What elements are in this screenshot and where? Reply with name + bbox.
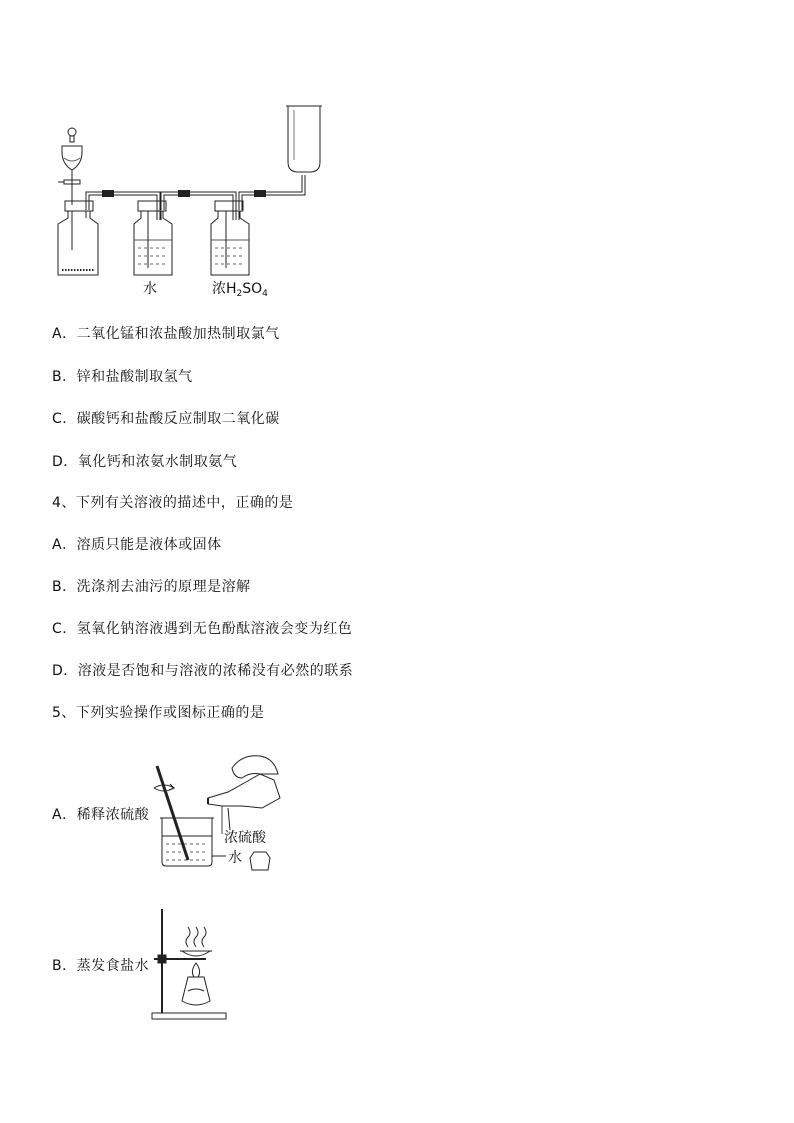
q3-option-c: C．碳酸钙和盐酸反应制取二氧化碳 <box>52 411 280 427</box>
q4-option-a: A．溶质只能是液体或固体 <box>52 537 222 553</box>
dilute-acid-diagram <box>150 748 282 876</box>
gas-apparatus-diagram <box>50 100 340 300</box>
q4-option-b: B．洗涤剂去油污的原理是溶解 <box>52 579 251 595</box>
q4-option-c: C．氢氧化钠溶液遇到无色酚酞溶液会变为红色 <box>52 621 353 637</box>
q3-option-a: A．二氧化锰和浓盐酸加热制取氯气 <box>52 326 280 342</box>
q4-stem: 4、下列有关溶液的描述中，正确的是 <box>52 495 294 511</box>
q5-option-b-label: B．蒸发食盐水 <box>52 958 150 974</box>
q4-option-d: D．溶液是否饱和与溶液的浓稀没有必然的联系 <box>52 663 354 679</box>
q3-option-d: D．氧化钙和浓氨水制取氨气 <box>52 454 238 470</box>
acid-bottle-label: 浓硫酸 <box>224 830 266 846</box>
acid-label: 浓$H_2SO_4$ <box>212 281 268 299</box>
water-label: 水 <box>143 281 157 297</box>
q5-stem: 5、下列实验操作或图标正确的是 <box>52 705 265 721</box>
water-beaker-label: 水 <box>228 850 242 866</box>
q5-option-a-label: A．稀释浓硫酸 <box>52 807 150 823</box>
q3-option-b: B．锌和盐酸制取氢气 <box>52 369 193 385</box>
evaporation-diagram <box>148 905 232 1023</box>
